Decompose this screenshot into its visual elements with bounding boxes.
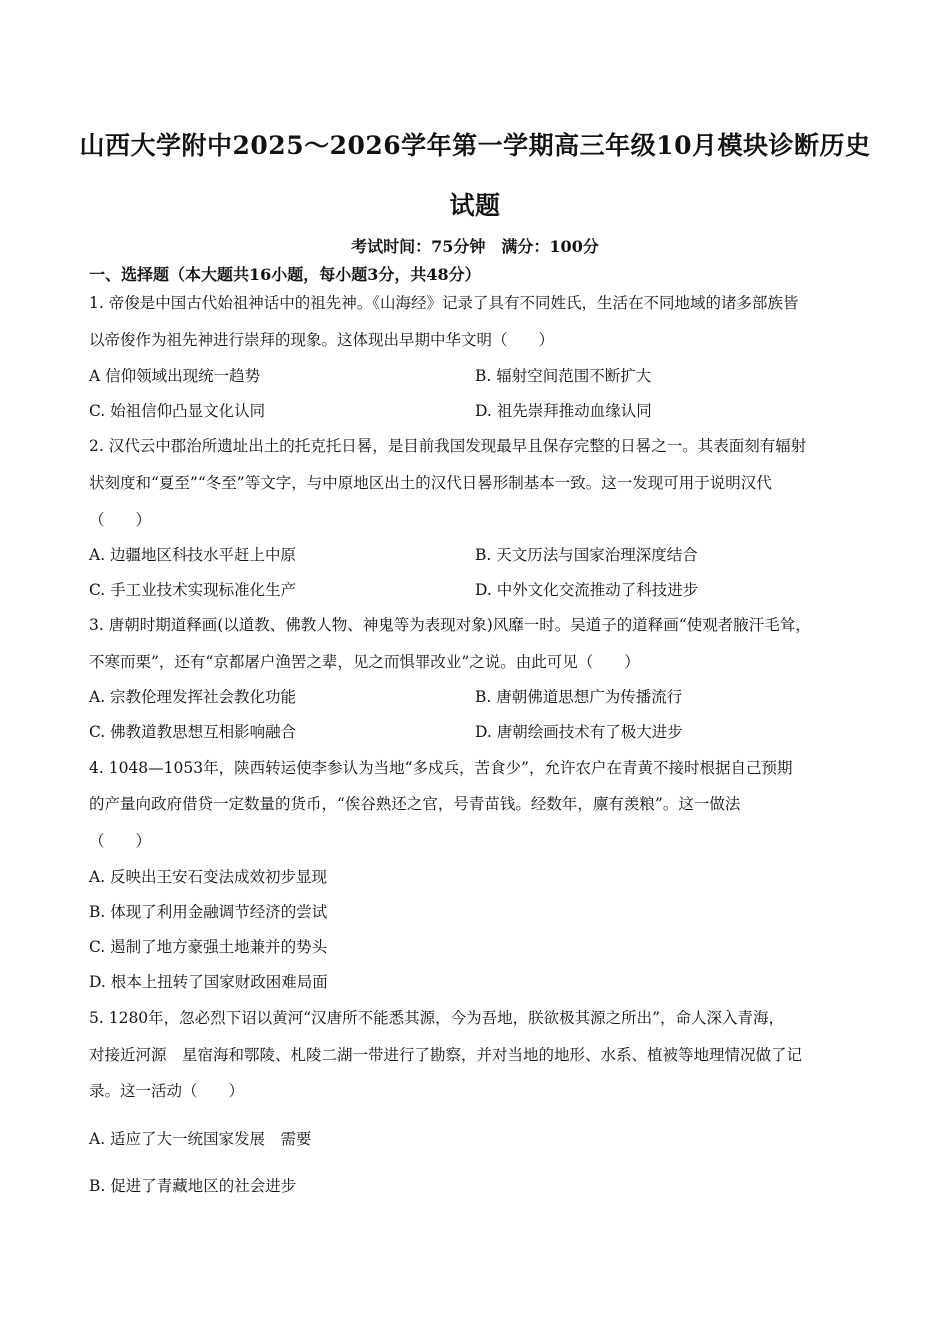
question-2-line-1: 2. 汉代云中郡治所遗址出土的托克托日晷，是目前我国发现最早且保存完整的日晷之一。其表面刻有辐射 xyxy=(89,437,807,455)
question-3-line-2: 不寒而栗”，还有“京都屠户渔罟之辈，见之而惧罪改业”之说。由此可见（ ） xyxy=(89,653,640,671)
question-5-line-2: 对接近河源 星宿海和鄂陵、札陵二湖一带进行了勘察，并对当地的地形、水系、植被等地理情况做了记 xyxy=(89,1046,803,1064)
question-5-option-b: B. 促进了青藏地区的社会进步 xyxy=(89,1177,297,1195)
question-5-line-1: 5. 1280年，忽必烈下诏以黄河“汉唐所不能悉其源，今为吾地，朕欲极其源之所出”，命人深入青海， xyxy=(89,1009,785,1027)
question-4-option-c: C. 遏制了地方豪强土地兼并的势头 xyxy=(89,938,328,956)
question-3-option-c: C. 佛教道教思想互相影响融合 xyxy=(89,723,297,741)
question-3-option-a: A. 宗教伦理发挥社会教化功能 xyxy=(89,688,297,706)
question-2-option-a: A. 边疆地区科技水平赶上中原 xyxy=(89,546,297,564)
question-4-option-a: A. 反映出王安石变法成效初步显现 xyxy=(89,868,328,886)
question-4-line-3: （ ） xyxy=(89,832,152,850)
document-title-line1: 山西大学附中2025～2026学年第一学期高三年级10月模块诊断历史 xyxy=(79,131,871,160)
question-3-option-d: D. 唐朝绘画技术有了极大进步 xyxy=(475,723,683,741)
question-5-option-a: A. 适应了大一统国家发展 需要 xyxy=(89,1130,312,1148)
question-3-option-b: B. 唐朝佛道思想广为传播流行 xyxy=(475,688,683,706)
question-4-line-1: 4. 1048—1053年，陕西转运使李参认为当地“多戍兵，苦食少”，允许农户在青黄不接时根据自己预期 xyxy=(89,759,793,777)
question-3-line-1: 3. 唐朝时期道释画(以道教、佛教人物、神鬼等为表现对象)风靡一时。吴道子的道释画“使观者腋汗毛耸， xyxy=(89,616,811,634)
question-1-line-2: 以帝俊作为祖先神进行崇拜的现象。这体现出早期中华文明（ ） xyxy=(89,331,555,349)
question-2-line-3: （ ） xyxy=(89,511,152,529)
question-5-line-3: 录。这一活动（ ） xyxy=(89,1082,245,1100)
question-4-option-b: B. 体现了利用金融调节经济的尝试 xyxy=(89,903,328,921)
question-1-option-c: C. 始祖信仰凸显文化认同 xyxy=(89,402,266,420)
question-1-option-b: B. 辐射空间范围不断扩大 xyxy=(475,367,652,385)
question-4-option-d: D. 根本上扭转了国家财政困难局面 xyxy=(89,973,328,991)
question-2-option-c: C. 手工业技术实现标准化生产 xyxy=(89,581,297,599)
question-2-option-d: D. 中外文化交流推动了科技进步 xyxy=(475,581,699,599)
question-1-line-1: 1. 帝俊是中国古代始祖神话中的祖先神。《山海经》记录了具有不同姓氏，生活在不同地域的诸多部族皆 xyxy=(89,294,799,312)
question-1-option-d: D. 祖先崇拜推动血缘认同 xyxy=(475,402,652,420)
section-heading: 一、选择题（本大题共16小题，每小题3分，共48分） xyxy=(89,265,481,284)
question-2-option-b: B. 天文历法与国家治理深度结合 xyxy=(475,546,698,564)
question-2-line-2: 状刻度和“夏至”“冬至”等文字，与中原地区出土的汉代日晷形制基本一致。这一发现可用于说明汉代 xyxy=(89,474,772,492)
exam-info: 考试时间：75分钟 满分：100分 xyxy=(351,237,599,256)
question-1-option-a: A 信仰领域出现统一趋势 xyxy=(89,367,261,385)
question-4-line-2: 的产量向政府借贷一定数量的货币，“俟谷熟还之官，号青苗钱。经数年，廪有羡粮”。这一做法 xyxy=(89,795,741,813)
document-title-line2: 试题 xyxy=(449,191,501,220)
